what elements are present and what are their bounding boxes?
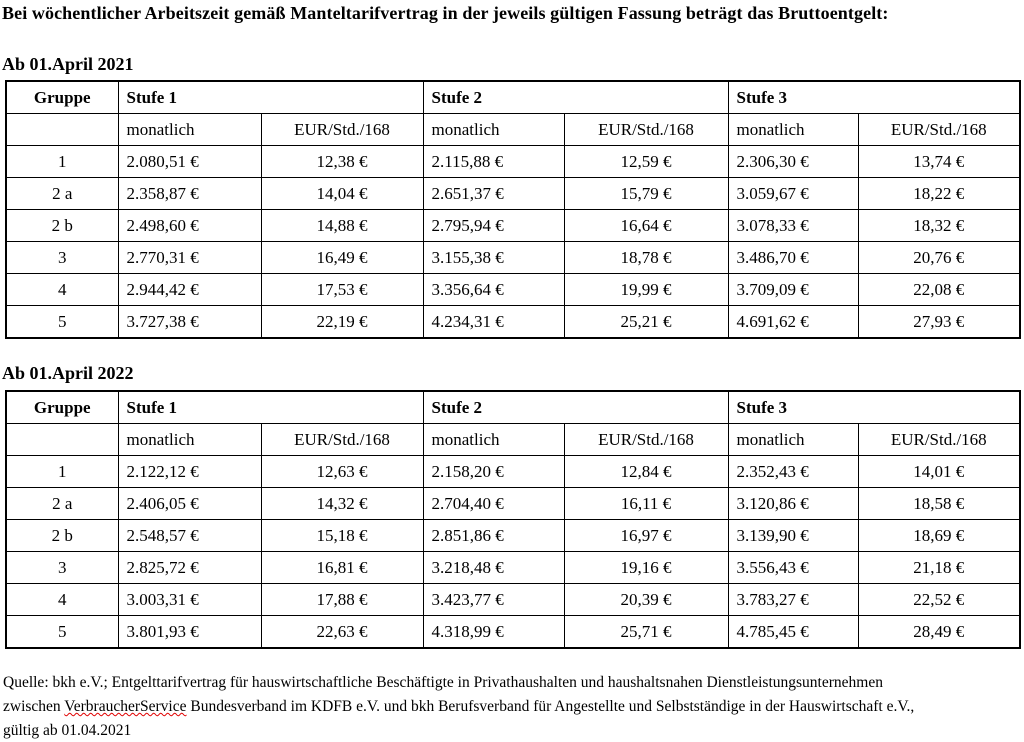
value-cell: 18,78 € (564, 242, 728, 274)
group-cell: 3 (6, 242, 118, 274)
value-cell: 4.785,45 € (728, 616, 858, 649)
source-line-2-suffix: Bundesverband im KDFB e.V. und bkh Berufsverband für Angestellte und Selbstständige in der Hauswirtschaft e.V., (186, 698, 915, 715)
col-header-eur: EUR/Std./168 (564, 114, 728, 146)
group-cell: 4 (6, 274, 118, 306)
value-cell: 13,74 € (858, 146, 1020, 178)
value-cell: 18,69 € (858, 520, 1020, 552)
value-cell: 12,84 € (564, 456, 728, 488)
value-cell: 2.115,88 € (423, 146, 564, 178)
value-cell: 3.120,86 € (728, 488, 858, 520)
value-cell: 2.080,51 € (118, 146, 261, 178)
misspelled-word: VerbraucherService (64, 698, 187, 715)
value-cell: 12,63 € (261, 456, 423, 488)
table-row (6, 616, 1020, 649)
group-cell: 2 b (6, 520, 118, 552)
value-cell: 25,21 € (564, 306, 728, 339)
group-cell: 3 (6, 552, 118, 584)
value-cell: 2.770,31 € (118, 242, 261, 274)
table-row (6, 306, 1020, 339)
value-cell: 4.318,99 € (423, 616, 564, 649)
value-cell: 27,93 € (858, 306, 1020, 339)
table-row (6, 520, 1020, 552)
value-cell: 3.139,90 € (728, 520, 858, 552)
section-label-2021: Ab 01.April 2021 (2, 54, 134, 74)
value-cell: 16,11 € (564, 488, 728, 520)
document-title: Bei wöchentlicher Arbeitszeit gemäß Manteltarifvertrag in der jeweils gültigen Fassung beträgt das Bruttoentgelt: (2, 3, 889, 23)
header-row-stufen (6, 81, 1020, 114)
source-line-2 (3, 695, 1023, 719)
col-header-gruppe: Gruppe (6, 391, 118, 424)
table-row (6, 488, 1020, 520)
col-header-monatlich: monatlich (423, 424, 564, 456)
value-cell: 14,01 € (858, 456, 1020, 488)
value-cell: 16,81 € (261, 552, 423, 584)
value-cell: 12,38 € (261, 146, 423, 178)
group-cell: 1 (6, 456, 118, 488)
col-header-stufe2: Stufe 2 (423, 391, 728, 424)
value-cell: 16,97 € (564, 520, 728, 552)
col-header-eur: EUR/Std./168 (858, 424, 1020, 456)
value-cell: 3.423,77 € (423, 584, 564, 616)
col-header-monatlich: monatlich (728, 424, 858, 456)
value-cell: 2.358,87 € (118, 178, 261, 210)
col-header-monatlich: monatlich (118, 424, 261, 456)
value-cell: 18,22 € (858, 178, 1020, 210)
value-cell: 2.795,94 € (423, 210, 564, 242)
value-cell: 2.158,20 € (423, 456, 564, 488)
value-cell: 2.498,60 € (118, 210, 261, 242)
header-row-stufen (6, 391, 1020, 424)
value-cell: 3.801,93 € (118, 616, 261, 649)
group-cell: 1 (6, 146, 118, 178)
value-cell: 14,32 € (261, 488, 423, 520)
wage-table-2021 (5, 80, 1021, 339)
col-header-monatlich: monatlich (118, 114, 261, 146)
value-cell: 2.548,57 € (118, 520, 261, 552)
value-cell: 4.234,31 € (423, 306, 564, 339)
col-header-stufe2: Stufe 2 (423, 81, 728, 114)
value-cell: 17,53 € (261, 274, 423, 306)
value-cell: 2.306,30 € (728, 146, 858, 178)
table-row (6, 274, 1020, 306)
group-cell: 4 (6, 584, 118, 616)
value-cell: 16,64 € (564, 210, 728, 242)
header-row-units (6, 114, 1020, 146)
table-row (6, 178, 1020, 210)
value-cell: 3.709,09 € (728, 274, 858, 306)
value-cell: 15,79 € (564, 178, 728, 210)
table-row (6, 456, 1020, 488)
value-cell: 25,71 € (564, 616, 728, 649)
value-cell: 3.783,27 € (728, 584, 858, 616)
table-row (6, 210, 1020, 242)
value-cell: 3.486,70 € (728, 242, 858, 274)
table-row (6, 584, 1020, 616)
value-cell: 3.727,38 € (118, 306, 261, 339)
section-label-2022: Ab 01.April 2022 (2, 363, 134, 383)
value-cell: 15,18 € (261, 520, 423, 552)
empty-cell (6, 114, 118, 146)
value-cell: 3.155,38 € (423, 242, 564, 274)
value-cell: 4.691,62 € (728, 306, 858, 339)
group-cell: 5 (6, 306, 118, 339)
value-cell: 22,52 € (858, 584, 1020, 616)
value-cell: 3.078,33 € (728, 210, 858, 242)
group-cell: 5 (6, 616, 118, 649)
source-note (3, 671, 1023, 742)
source-line-1: Quelle: bkh e.V.; Entgelttarifvertrag für hauswirtschaftliche Beschäftigte in Privathaushalten und haushaltsnahen Dienstleistungsunternehmen (3, 674, 883, 691)
value-cell: 2.944,42 € (118, 274, 261, 306)
value-cell: 18,58 € (858, 488, 1020, 520)
value-cell: 19,16 € (564, 552, 728, 584)
value-cell: 20,39 € (564, 584, 728, 616)
col-header-stufe3: Stufe 3 (728, 391, 1020, 424)
value-cell: 3.059,67 € (728, 178, 858, 210)
value-cell: 3.556,43 € (728, 552, 858, 584)
value-cell: 2.704,40 € (423, 488, 564, 520)
group-cell: 2 b (6, 210, 118, 242)
value-cell: 2.825,72 € (118, 552, 261, 584)
value-cell: 2.352,43 € (728, 456, 858, 488)
col-header-stufe1: Stufe 1 (118, 81, 423, 114)
wage-table-2022 (5, 390, 1021, 649)
value-cell: 12,59 € (564, 146, 728, 178)
table-row (6, 242, 1020, 274)
value-cell: 18,32 € (858, 210, 1020, 242)
col-header-monatlich: monatlich (728, 114, 858, 146)
value-cell: 22,63 € (261, 616, 423, 649)
value-cell: 17,88 € (261, 584, 423, 616)
header-row-units (6, 424, 1020, 456)
value-cell: 16,49 € (261, 242, 423, 274)
col-header-eur: EUR/Std./168 (261, 424, 423, 456)
value-cell: 22,19 € (261, 306, 423, 339)
group-cell: 2 a (6, 178, 118, 210)
source-line-2-prefix: zwischen (3, 698, 65, 715)
col-header-eur: EUR/Std./168 (858, 114, 1020, 146)
col-header-gruppe: Gruppe (6, 81, 118, 114)
value-cell: 2.406,05 € (118, 488, 261, 520)
table-row (6, 146, 1020, 178)
col-header-stufe1: Stufe 1 (118, 391, 423, 424)
value-cell: 21,18 € (858, 552, 1020, 584)
empty-cell (6, 424, 118, 456)
value-cell: 3.356,64 € (423, 274, 564, 306)
value-cell: 22,08 € (858, 274, 1020, 306)
table-row (6, 552, 1020, 584)
value-cell: 2.122,12 € (118, 456, 261, 488)
value-cell: 20,76 € (858, 242, 1020, 274)
value-cell: 14,88 € (261, 210, 423, 242)
value-cell: 2.651,37 € (423, 178, 564, 210)
value-cell: 14,04 € (261, 178, 423, 210)
col-header-eur: EUR/Std./168 (261, 114, 423, 146)
value-cell: 2.851,86 € (423, 520, 564, 552)
col-header-eur: EUR/Std./168 (564, 424, 728, 456)
source-line-3: gültig ab 01.04.2021 (3, 722, 132, 739)
col-header-monatlich: monatlich (423, 114, 564, 146)
value-cell: 28,49 € (858, 616, 1020, 649)
value-cell: 19,99 € (564, 274, 728, 306)
value-cell: 3.218,48 € (423, 552, 564, 584)
group-cell: 2 a (6, 488, 118, 520)
col-header-stufe3: Stufe 3 (728, 81, 1020, 114)
value-cell: 3.003,31 € (118, 584, 261, 616)
